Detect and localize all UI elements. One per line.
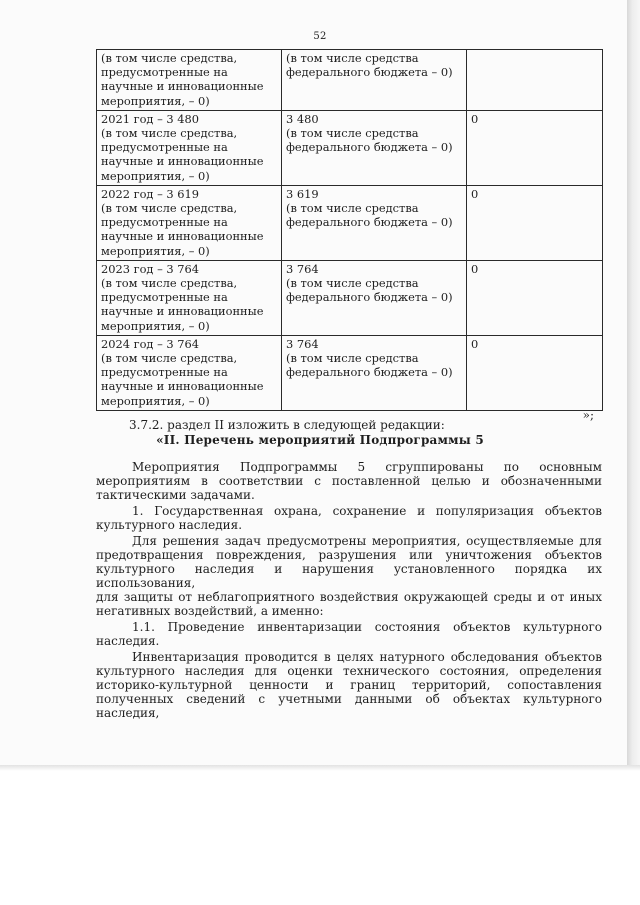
paragraph-line: тактическими задачами. <box>96 488 255 502</box>
cell-line: мероприятия, – 0) <box>101 318 210 333</box>
table-cell-col3 <box>467 185 603 260</box>
table-row <box>97 335 603 410</box>
table-cell-col3 <box>467 50 603 111</box>
cell-line: (в том числе средства <box>286 276 419 291</box>
paragraph-line: культурного наследия. <box>96 518 243 532</box>
paragraph-line: предотвращения повреждения, разрушения или уничтожения объектов <box>96 548 602 562</box>
page-bottom-shadow <box>0 765 640 771</box>
cell-line: предусмотренные на <box>101 140 228 155</box>
paragraph-line: 1. Государственная охрана, сохранение и популяризация объектов <box>132 504 602 518</box>
table-cell-col3 <box>467 260 603 335</box>
paragraph <box>96 504 602 532</box>
cell-line: мероприятия, – 0) <box>101 393 210 408</box>
table-row <box>97 260 603 335</box>
table-cell-col1 <box>97 50 282 111</box>
cell-line: 3 619 <box>286 186 319 201</box>
cell-line: научные и инновационные <box>101 379 264 394</box>
funding-table <box>96 49 603 411</box>
table-row <box>97 50 603 111</box>
cell-line: (в том числе средства <box>286 201 419 216</box>
body-text <box>96 460 602 722</box>
paragraph-line: Для решения задач предусмотрены мероприятия, осуществляемые для <box>132 534 602 548</box>
cell-line: федерального бюджета – 0) <box>286 215 453 230</box>
paragraph <box>96 460 602 502</box>
cell-line: федерального бюджета – 0) <box>286 365 453 380</box>
cell-line: федерального бюджета – 0) <box>286 140 453 155</box>
cell-line: (в том числе средства, <box>101 51 238 65</box>
paragraph-line: негативных воздействий, а именно: <box>96 604 324 618</box>
table-row <box>97 110 603 185</box>
cell-line: 0 <box>471 186 479 201</box>
paragraph <box>96 534 602 618</box>
cell-line: 3 764 <box>286 261 319 276</box>
paragraph-line: историко-культурной ценности и границ территорий, сопоставления <box>96 678 602 692</box>
paragraph-line: Инвентаризация проводится в целях натурного обследования объектов <box>132 650 602 664</box>
paragraph-line: Мероприятия Подпрограммы 5 сгруппированы по основным <box>132 460 602 474</box>
paragraph-line: культурного наследия для оценки технического состояния, определения <box>96 664 602 678</box>
cell-line: (в том числе средства <box>286 126 419 141</box>
paragraph-line: мероприятиям в соответствии с поставленной целью и обозначенными <box>96 474 602 488</box>
cell-line: (в том числе средства <box>286 51 419 65</box>
cell-line: 0 <box>471 261 479 276</box>
cell-line: федерального бюджета – 0) <box>286 65 453 80</box>
table-cell-col1 <box>97 185 282 260</box>
cell-line: 0 <box>471 336 479 351</box>
cell-line: мероприятия, – 0) <box>101 243 210 258</box>
cell-line: 0 <box>471 111 479 126</box>
cell-line: научные и инновационные <box>101 154 264 169</box>
cell-line: федерального бюджета – 0) <box>286 290 453 305</box>
cell-line: 2021 год – 3 480 <box>101 111 199 126</box>
cell-line: (в том числе средства, <box>101 351 238 366</box>
table-end-mark: »; <box>582 408 594 422</box>
page-edge-shadow <box>627 0 640 765</box>
table-cell-col2 <box>282 260 467 335</box>
table-cell-col3 <box>467 110 603 185</box>
page-number: 52 <box>313 31 327 42</box>
cell-line: 2022 год – 3 619 <box>101 186 199 201</box>
cell-line: научные и инновационные <box>101 229 264 244</box>
cell-line: научные и инновационные <box>101 79 264 94</box>
table-cell-col1 <box>97 260 282 335</box>
table-cell-col2 <box>282 110 467 185</box>
amendment-item: 3.7.2. раздел II изложить в следующей редакции: <box>129 418 445 432</box>
cell-line: 2024 год – 3 764 <box>101 336 199 351</box>
cell-line: предусмотренные на <box>101 290 228 305</box>
table-row <box>97 185 603 260</box>
cell-line: мероприятия, – 0) <box>101 93 210 108</box>
cell-line: (в том числе средства, <box>101 276 238 291</box>
cell-line: предусмотренные на <box>101 365 228 380</box>
paragraph-line: наследия. <box>96 634 160 648</box>
cell-line: мероприятия, – 0) <box>101 168 210 183</box>
cell-line: (в том числе средства, <box>101 126 238 141</box>
cell-line: 3 480 <box>286 111 319 126</box>
table-cell-col2 <box>282 335 467 410</box>
paragraph <box>96 620 602 648</box>
cell-line: (в том числе средства <box>286 351 419 366</box>
cell-line: предусмотренные на <box>101 215 228 230</box>
section-title: «II. Перечень мероприятий Подпрограммы 5 <box>156 433 484 447</box>
paragraph-line: 1.1. Проведение инвентаризации состояния объектов культурного <box>132 620 602 634</box>
table-cell-col3 <box>467 335 603 410</box>
paragraph-line: полученных сведений с учетными данными об объектах культурного наследия, <box>96 692 602 720</box>
table-cell-col1 <box>97 110 282 185</box>
paragraph <box>96 650 602 720</box>
table-cell-col2 <box>282 50 467 111</box>
cell-line: 2023 год – 3 764 <box>101 261 199 276</box>
cell-line: научные и инновационные <box>101 304 264 319</box>
table-cell-col2 <box>282 185 467 260</box>
cell-line: предусмотренные на <box>101 65 228 80</box>
paragraph-gap <box>96 720 602 722</box>
paragraph-line: для защиты от неблагоприятного воздействия окружающей среды и от иных <box>96 590 602 604</box>
paragraph-line: культурного наследия и нарушения установленного порядка их использования, <box>96 562 602 590</box>
funding-table-body <box>97 50 603 411</box>
table-cell-col1 <box>97 335 282 410</box>
cell-line: (в том числе средства, <box>101 201 238 216</box>
cell-line: 3 764 <box>286 336 319 351</box>
